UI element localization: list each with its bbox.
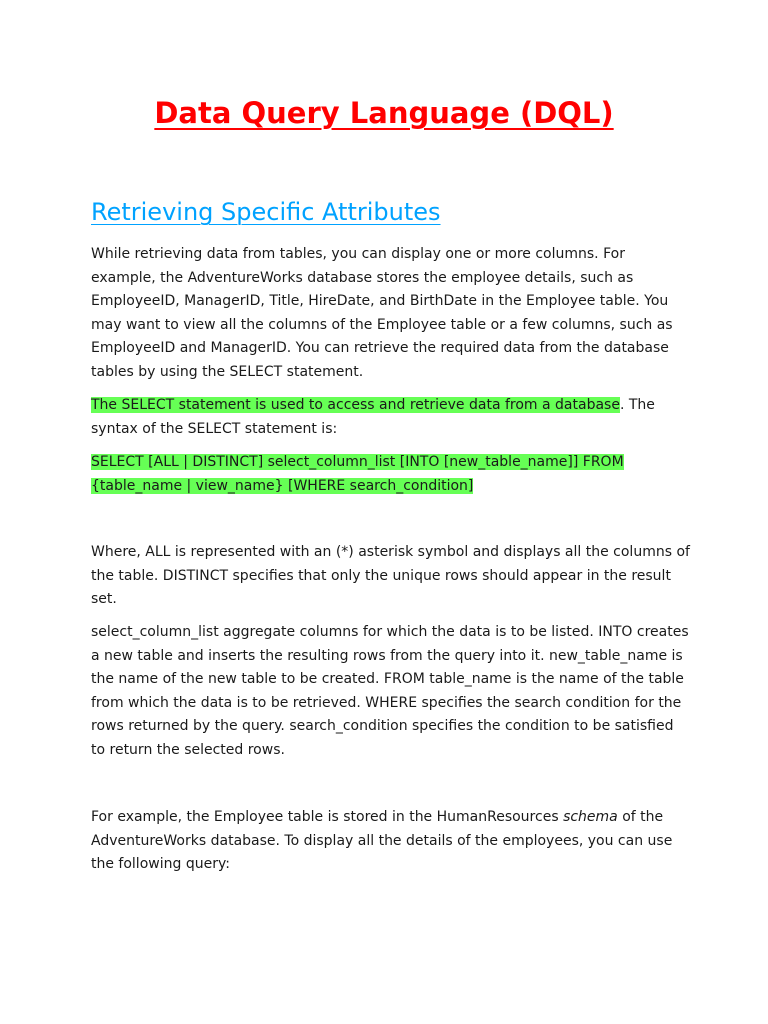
paragraph-text: For example, the Employee table is stored in the HumanResources xyxy=(91,809,564,825)
paragraph-select-definition xyxy=(91,394,691,441)
syntax-highlighted-text: SELECT [ALL | DISTINCT] select_column_list [INTO [new_table_name]] FROM {table_name | view_name} [WHERE search_condition] xyxy=(91,454,624,494)
highlighted-text: The SELECT statement is used to access and retrieve data from a database xyxy=(91,397,620,413)
paragraph-all-distinct: Where, ALL is represented with an (*) asterisk symbol and displays all the columns of the table. DISTINCT specifies that only the unique rows should appear in the result set. xyxy=(91,544,690,608)
paragraph-intro: While retrieving data from tables, you can display one or more columns. For example, the AdventureWorks database stores the employee details, such as EmployeeID, ManagerID, Title, HireDate, and BirthDate in the Employee table. You may want to view all the columns of the Employee table or a few columns, such as EmployeeID and ManagerID. You can retrieve the required data from the database tables by using the SELECT statement. xyxy=(91,246,673,380)
document-title: Data Query Language (DQL) xyxy=(154,96,614,130)
section-heading: Retrieving Specific Attributes xyxy=(91,198,441,226)
paragraph-text: . The syntax of the SELECT statement is: xyxy=(91,397,655,437)
paragraph-example xyxy=(91,806,691,877)
italic-term: schema xyxy=(563,809,618,825)
paragraph-text: of the AdventureWorks database. To display all the details of the employees, you can use the following query: xyxy=(91,809,673,873)
syntax-block xyxy=(91,451,691,498)
paragraph-clause-descriptions: select_column_list aggregate columns for which the data is to be listed. INTO creates a new table and inserts the resulting rows from the query into it. new_table_name is the name of the new table to be created. FROM table_name is the name of the table from which the data is to be retrieved. WHERE specifies the search condition for the rows returned by the query. search_condition specifies the condition to be satisfied to return the selected rows. xyxy=(91,624,689,758)
